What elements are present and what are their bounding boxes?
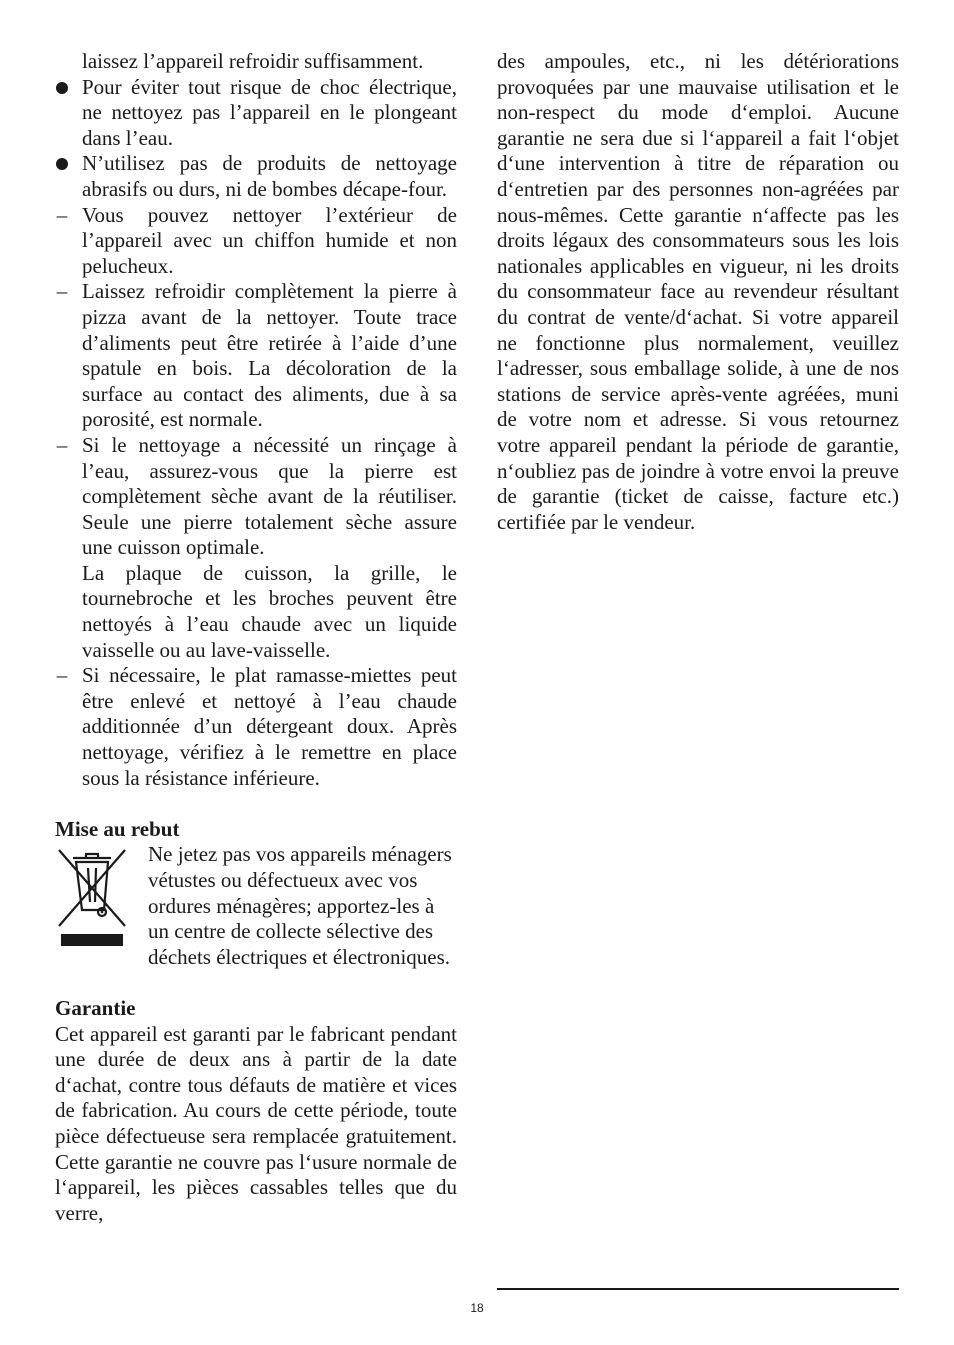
dash-marker: – (56, 432, 68, 457)
list-item (55, 203, 457, 280)
warranty-heading: Garantie (55, 995, 136, 1020)
list-item-text: Si nécessaire, le plat ramasse-miettes peut être enlevé et nettoyé à l’eau chaude additionnée d’un détergeant doux. Après nettoyage, vérifiez à le remettre en place sous la résistance inférieure. (82, 663, 457, 790)
bullet-icon (56, 82, 68, 94)
disposal-section (55, 842, 457, 970)
list-item (55, 279, 457, 433)
dash-marker: – (56, 202, 68, 227)
list-item-text: Vous pouvez nettoyer l’extérieur de l’appareil avec un chiffon humide et non pelucheux. (82, 202, 457, 278)
list-item-text: N’utilisez pas de produits de nettoyage abrasifs ou durs, ni de bombes décape-four. (82, 151, 457, 201)
list-item (55, 433, 457, 561)
list-item-text: Pour éviter tout risque de choc électrique, ne nettoyez pas l’appareil en le plongeant dans l’eau. (82, 74, 457, 150)
list-item-text: Si le nettoyage a nécessité un rinçage à l’eau, assurez-vous que la pierre est complètement sèche avant de la réutiliser. Seule une pierre totalement sèche assure une cuisson optimale. (82, 432, 457, 560)
dash-marker: – (56, 663, 68, 688)
dash-marker: – (56, 279, 68, 304)
left-column (55, 49, 457, 1226)
bullet-icon (56, 158, 68, 170)
list-item (55, 151, 457, 202)
list-item-text: Laissez refroidir complètement la pierre à pizza avant de la nettoyer. Toute trace d’aliments peut être retirée à l’aide d’une spatule en bois. La décoloration de la surface au contact des aliments, due à sa porosité, est normale. (82, 279, 457, 432)
right-column (497, 49, 899, 535)
warranty-text: Cet appareil est garanti par le fabricant pendant une durée de deux ans à partir de la date d‘achat, contre tous défauts de matière et vices de fabrication. Au cours de cette période, toute pièce défectueuse sera remplacée gratuitement. Cette garantie ne couvre pas l‘usure normale de l‘appareil, les pièces cassables telles que du verre, (55, 1021, 457, 1225)
list-item (55, 75, 457, 152)
disposal-heading: Mise au rebut (55, 816, 180, 841)
intro-tail-text: laissez l’appareil refroidir suffisamment. (82, 49, 424, 73)
warranty-continued-text: des ampoules, etc., ni les détériorations provoquées par une mauvaise utilisation et le non-respect du mode d‘emploi. Aucune garantie ne sera due si l‘appareil a fait l‘objet d‘une intervention à titre de réparation ou d‘entretien par des personnes non-agréées par nous-mêmes. Cette garantie n‘affecte pas les droits légaux des consommateurs sous les lois nationales applicables en vigueur, ni les droits du consommateur face au revendeur résultant du contrat de vente/d‘achat. Si votre appareil ne fonctionne plus normalement, veuillez l‘adresser, sous emballage solide, à une de nos stations de service après-vente agréées, muni de votre nom et adresse. Si vous retournez votre appareil pendant la période de garantie, n‘oubliez pas de joindre à votre envoi la preuve de garantie (ticket de caisse, facture etc.) certifiée par le vendeur. (497, 49, 899, 534)
crossed-bin-icon (55, 842, 129, 946)
page-number: 18 (470, 1301, 484, 1315)
continuation-paragraph: La plaque de cuisson, la grille, le tournebroche et les broches peuvent être nettoyés à l’eau chaude avec un liquide vaisselle ou au lave-vaisselle. (82, 560, 457, 662)
disposal-text: Ne jetez pas vos appareils ménagers vétustes ou défectueux avec vos ordures ménagères; apportez-les à un centre de collecte sélective des déchets électriques et électroniques. (148, 842, 452, 969)
footer-divider (497, 1288, 899, 1290)
list-item (55, 663, 457, 791)
